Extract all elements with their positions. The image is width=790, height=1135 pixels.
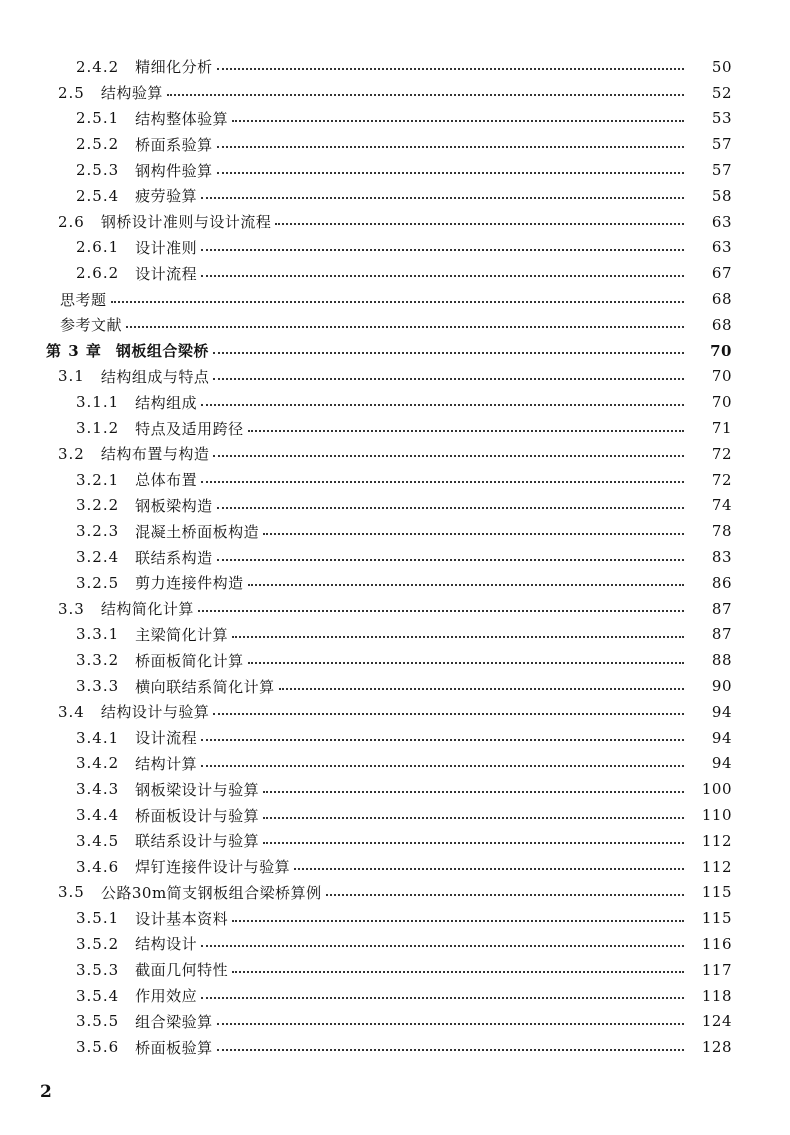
toc-entry-number: 2.5.1 — [76, 109, 120, 128]
toc-entry-title: 桥面板简化计算 — [135, 651, 244, 670]
toc-entry-page: 57 — [711, 161, 732, 180]
dot-leader — [213, 351, 684, 354]
toc-entry-number: 3.3.1 — [76, 625, 120, 644]
toc-entry-title: 设计基本资料 — [135, 909, 229, 928]
dot-leader — [217, 145, 684, 148]
toc-entry — [0, 312, 790, 338]
toc-entry-number: 3.3.3 — [76, 677, 120, 696]
dot-leader — [198, 609, 684, 612]
toc-entry-title: 结构设计 — [135, 935, 198, 954]
toc-entry-title: 特点及适用跨径 — [135, 419, 244, 438]
toc-entry-title: 公路30m简支钢板组合梁桥算例 — [100, 883, 322, 902]
toc-entry-number: 3.1.2 — [76, 419, 120, 438]
dot-leader — [248, 429, 684, 432]
dot-leader — [201, 274, 684, 277]
toc-entry-number: 3.4.5 — [76, 831, 120, 850]
toc-entry-page: 68 — [711, 315, 732, 334]
toc-entry-title: 联结系设计与验算 — [135, 832, 260, 851]
dot-leader — [213, 454, 684, 457]
toc-entry — [0, 596, 790, 622]
toc-entry — [0, 518, 790, 544]
toc-entry-page: 116 — [701, 934, 732, 953]
toc-entry — [0, 209, 790, 235]
dot-leader — [232, 635, 684, 638]
toc-entry-page: 94 — [711, 754, 732, 773]
toc-entry-page: 63 — [711, 212, 732, 231]
toc-entry — [0, 415, 790, 441]
dot-leader — [201, 403, 684, 406]
table-of-contents — [0, 54, 790, 1060]
toc-entry-title: 主梁简化计算 — [135, 625, 229, 644]
toc-entry-number: 3.5 — [58, 883, 85, 902]
toc-entry — [0, 1034, 790, 1060]
dot-leader — [201, 996, 684, 999]
toc-entry-number: 2.5.2 — [76, 135, 120, 154]
toc-entry — [0, 260, 790, 286]
dot-leader — [217, 1048, 684, 1051]
toc-entry-number: 3.5.4 — [76, 986, 120, 1005]
toc-entry-title: 钢板组合梁桥 — [115, 342, 209, 361]
toc-entry-title: 钢板梁构造 — [135, 496, 213, 515]
toc-entry-number: 3.4 — [58, 702, 85, 721]
toc-entry — [0, 622, 790, 648]
toc-entry-number: 2.6 — [58, 212, 85, 231]
toc-entry-page: 70 — [711, 367, 732, 386]
toc-entry-page: 53 — [711, 109, 732, 128]
dot-leader — [248, 583, 684, 586]
toc-entry-title: 参考文献 — [60, 316, 123, 335]
toc-entry-page: 115 — [701, 909, 732, 928]
dot-leader — [213, 377, 684, 380]
toc-entry-number: 3.2.1 — [76, 470, 120, 489]
toc-entry-number: 3.4.6 — [76, 857, 120, 876]
toc-entry-number: 3.1 — [58, 367, 85, 386]
toc-entry-title: 设计流程 — [135, 264, 198, 283]
toc-entry-number: 第 3 章 — [46, 342, 102, 361]
toc-entry — [0, 570, 790, 596]
toc-entry-page: 86 — [711, 573, 732, 592]
toc-entry — [0, 467, 790, 493]
toc-entry — [0, 725, 790, 751]
dot-leader — [201, 764, 684, 767]
toc-entry — [0, 802, 790, 828]
toc-entry — [0, 828, 790, 854]
toc-entry — [0, 776, 790, 802]
toc-entry-number: 3.2.4 — [76, 548, 120, 567]
toc-entry-number: 3.4.3 — [76, 780, 120, 799]
toc-entry-number: 3.5.5 — [76, 1012, 120, 1031]
dot-leader — [263, 532, 684, 535]
toc-entry-number: 3.4.2 — [76, 754, 120, 773]
toc-entry-title: 横向联结系简化计算 — [135, 677, 275, 696]
toc-entry-number: 2.4.2 — [76, 57, 120, 76]
toc-entry-page: 110 — [701, 806, 732, 824]
toc-entry — [0, 647, 790, 673]
toc-entry-number: 2.6.1 — [76, 238, 120, 257]
toc-entry-page: 70 — [710, 341, 732, 360]
dot-leader — [275, 222, 684, 225]
toc-entry-page: 118 — [701, 986, 732, 1005]
dot-leader — [263, 841, 684, 844]
toc-entry — [0, 673, 790, 699]
toc-entry — [0, 364, 790, 390]
dot-leader — [213, 712, 684, 715]
toc-entry-title: 结构组成与特点 — [100, 367, 210, 386]
toc-entry — [0, 80, 790, 106]
toc-entry-page: 70 — [711, 393, 732, 412]
toc-entry — [0, 338, 790, 364]
dot-leader — [232, 919, 684, 922]
toc-entry-page: 112 — [701, 831, 732, 850]
toc-entry — [0, 106, 790, 132]
toc-entry-page: 128 — [701, 1038, 732, 1057]
toc-entry-number: 3.4.4 — [76, 806, 120, 824]
toc-entry — [0, 699, 790, 725]
toc-entry-number: 3.2.3 — [76, 522, 120, 541]
toc-entry-page: 100 — [701, 780, 732, 799]
toc-entry — [0, 389, 790, 415]
toc-entry-page: 57 — [711, 135, 732, 154]
dot-leader — [217, 67, 684, 70]
toc-entry — [0, 441, 790, 467]
dot-leader — [201, 738, 684, 741]
page-number: 2 — [40, 1082, 52, 1102]
toc-entry-title: 联结系构造 — [135, 548, 213, 567]
toc-entry-page: 72 — [711, 444, 732, 463]
toc-entry-title: 剪力连接件构造 — [135, 574, 244, 593]
toc-entry-page: 90 — [711, 677, 732, 696]
toc-entry-page: 83 — [711, 548, 732, 567]
toc-entry-page: 117 — [701, 960, 732, 979]
dot-leader — [326, 893, 684, 896]
toc-entry-page: 52 — [711, 83, 732, 102]
toc-entry — [0, 983, 790, 1009]
toc-entry-number: 3.3 — [58, 599, 85, 618]
toc-entry-number: 3.2 — [58, 444, 85, 463]
toc-entry-title: 焊钉连接件设计与验算 — [135, 858, 291, 877]
toc-entry-title: 结构验算 — [100, 84, 163, 103]
toc-entry-number: 3.2.2 — [76, 496, 120, 515]
toc-entry-page: 67 — [711, 264, 732, 283]
toc-entry-title: 结构计算 — [135, 754, 198, 773]
toc-entry — [0, 751, 790, 777]
toc-entry — [0, 286, 790, 312]
toc-entry-page: 124 — [701, 1012, 732, 1031]
toc-entry-title: 作用效应 — [135, 987, 198, 1006]
toc-entry-number: 3.5.3 — [76, 960, 120, 979]
toc-entry-title: 钢桥设计准则与设计流程 — [100, 213, 272, 232]
toc-entry-page: 58 — [711, 186, 732, 205]
toc-entry — [0, 544, 790, 570]
toc-entry-number: 3.5.2 — [76, 934, 120, 953]
toc-entry-page: 74 — [711, 496, 732, 515]
dot-leader — [111, 300, 684, 303]
toc-entry — [0, 493, 790, 519]
dot-leader — [217, 1022, 684, 1025]
toc-entry-page: 72 — [711, 470, 732, 489]
toc-entry-number: 3.5.6 — [76, 1038, 120, 1057]
toc-entry — [0, 1008, 790, 1034]
toc-entry-number: 3.3.2 — [76, 651, 120, 670]
dot-leader — [201, 196, 684, 199]
toc-entry-number: 3.2.5 — [76, 573, 120, 592]
toc-entry-title: 疲劳验算 — [135, 187, 198, 206]
toc-entry-page: 87 — [711, 625, 732, 644]
toc-entry-page: 94 — [711, 702, 732, 721]
dot-leader — [126, 325, 684, 328]
toc-entry-title: 精细化分析 — [135, 58, 213, 77]
toc-entry — [0, 235, 790, 261]
toc-entry-title: 总体布置 — [135, 471, 198, 490]
toc-entry-page: 71 — [711, 419, 732, 438]
toc-entry-page: 87 — [711, 599, 732, 618]
toc-entry-title: 组合梁验算 — [135, 1012, 213, 1031]
toc-entry-number: 2.5 — [58, 83, 85, 102]
toc-entry-title: 结构组成 — [135, 393, 198, 412]
dot-leader — [217, 558, 684, 561]
toc-entry-title: 钢板梁设计与验算 — [135, 780, 260, 799]
toc-entry-number: 2.5.3 — [76, 161, 120, 180]
dot-leader — [294, 867, 684, 870]
toc-entry-title: 设计准则 — [135, 238, 198, 257]
toc-entry-title: 结构简化计算 — [100, 600, 194, 619]
toc-entry — [0, 54, 790, 80]
toc-entry-page: 115 — [701, 883, 732, 902]
toc-entry — [0, 131, 790, 157]
toc-entry-title: 钢构件验算 — [135, 161, 213, 180]
toc-entry-title: 结构设计与验算 — [100, 703, 210, 722]
toc-entry-number: 3.4.1 — [76, 728, 120, 747]
toc-entry-page: 112 — [701, 857, 732, 876]
toc-entry-page: 50 — [711, 57, 732, 76]
toc-entry-page: 63 — [711, 238, 732, 257]
toc-entry-page: 94 — [711, 728, 732, 747]
toc-entry-title: 结构布置与构造 — [100, 445, 210, 464]
dot-leader — [201, 480, 684, 483]
toc-entry-page: 68 — [711, 290, 732, 309]
toc-entry-title: 桥面系验算 — [135, 135, 213, 154]
toc-entry-number: 3.1.1 — [76, 393, 120, 412]
toc-entry-number: 2.5.4 — [76, 186, 120, 205]
toc-entry-page: 88 — [711, 651, 732, 670]
dot-leader — [263, 816, 684, 819]
toc-entry — [0, 957, 790, 983]
dot-leader — [201, 944, 684, 947]
dot-leader — [248, 661, 684, 664]
dot-leader — [167, 93, 684, 96]
dot-leader — [201, 248, 684, 251]
toc-entry-title: 结构整体验算 — [135, 109, 229, 128]
toc-entry — [0, 931, 790, 957]
dot-leader — [217, 506, 684, 509]
dot-leader — [279, 687, 684, 690]
dot-leader — [232, 119, 684, 122]
toc-entry — [0, 157, 790, 183]
toc-entry-number: 3.5.1 — [76, 909, 120, 928]
toc-entry — [0, 183, 790, 209]
dot-leader — [217, 171, 684, 174]
toc-entry — [0, 880, 790, 906]
toc-entry-title: 截面几何特性 — [135, 961, 229, 980]
toc-entry-number: 2.6.2 — [76, 264, 120, 283]
toc-entry-title: 桥面板设计与验算 — [135, 806, 260, 825]
toc-entry-page: 78 — [711, 522, 732, 541]
toc-entry-title: 桥面板验算 — [135, 1038, 213, 1057]
toc-entry-title: 思考题 — [60, 290, 107, 309]
dot-leader — [263, 790, 684, 793]
toc-entry-title: 设计流程 — [135, 729, 198, 748]
dot-leader — [232, 970, 684, 973]
toc-entry — [0, 854, 790, 880]
toc-entry — [0, 905, 790, 931]
toc-entry-title: 混凝土桥面板构造 — [135, 522, 260, 541]
